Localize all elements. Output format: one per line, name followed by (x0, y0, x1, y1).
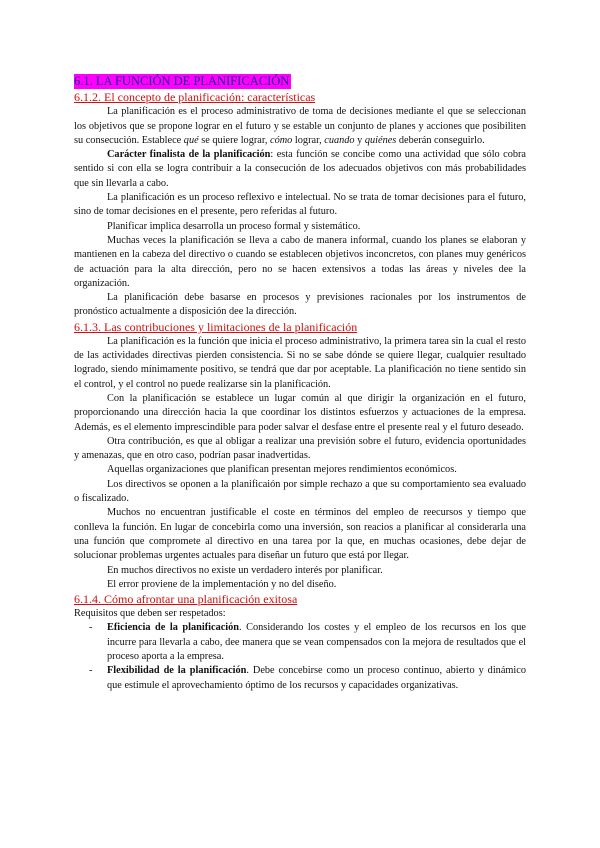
document-body (74, 74, 526, 693)
paragraph: La planificación es la función que inicia el proceso administrativo, la primera tarea sin la cual el resto de las actividades directivas pierden consistencia. Si no se sabe dónde se quiere llegar, cualquier resultado logrado, siendo mínimamente positivo, se tendrá que dar por aceptable. La planificación no tiene sentido sin el control, y el control no puede realizarse sin la planificación. (74, 335, 526, 390)
list-dash: - (89, 622, 93, 634)
subheading-6-1-4: 6.1.4. Cómo afrontar una planificación exitosa (74, 592, 298, 607)
requirements-list (74, 621, 526, 692)
list-item: - Eficiencia de la planificación. Considerando los costes y el empleo de los recursos en los que incurre para llevarla a cabo, dee manera que se vean compensados con la mejora de resultados que el proceso aporta a la empresa. (89, 622, 526, 662)
list-item: - Flexibilidad de la planificación. Debe concebirse como un proceso continuo, abierto y dinámico que estimule el aprovechamiento óptimo de los recursos y capacidades organizativas. (89, 665, 526, 691)
paragraph: Muchos no encuentran justificable el coste en términos del empleo de reecursos y tiempo que conlleva la función. En lugar de concebirla como una inversión, son reacios a planificar al considerarla una una función que compromete al directivo en una tarea por la que, en muchas ocasiones, debe dejar de solucionar problemas urgentes actuales para diseñar un futuro que está por llegar. (74, 507, 526, 562)
paragraph: Aquellas organizaciones que planifican presentan mejores rendimientos económicos. (107, 464, 457, 476)
paragraph: Los directivos se oponen a la planificaión por simple rechazo a que su comportamiento sea evaluado o fiscalizado. (74, 478, 526, 505)
paragraph: La planificación es un proceso reflexivo e intelectual. No se trata de tomar decisiones para el futuro, sino de tomar decisiones en el presente, pero referidas al futuro. (74, 192, 526, 218)
paragraph: Muchas veces la planificación se lleva a cabo de manera informal, cuando los planes se elaboran y mantienen en la cabeza del directivo o cuando se establecen objetivos inconcretos, con planes muy genéricos de actuación para la alta dirección, pero no se hacen extensivos a todas las áreas y niveles dee la organización. (74, 234, 526, 289)
paragraph: Con la planificación se establece un lugar común al que dirigir la organización en el futuro, proporcionando una dirección hacia la que coordinar los distintos esfuerzos y actuaciones de la empresa. Además, es el elemento imprescindible para poder salvar el desfase entre el presente real y el futuro deseado. (74, 392, 526, 433)
paragraph: La planificación es el proceso administrativo de toma de decisiones mediante el que se seleccionan los objetivos que se propone lograr en el futuro y se estable un conjunto de planes y acciones que posibiliten su consecución. Establece qué se quiere lograr, cómo lograr, cuando y quiénes deberán conseguirlo. (74, 106, 526, 146)
subheading-6-1-3: 6.1.3. Las contribuciones y limitaciones de la planificación (74, 319, 358, 334)
section-heading: 6.1. LA FUNCIÓN DE PLANIFICACIÓN (74, 74, 290, 88)
paragraph: En muchos directivos no existe un verdadero interés por planificar. (107, 564, 383, 576)
list-dash: - (89, 665, 93, 677)
subheading-6-1-2: 6.1.2. El concepto de planificación: características (74, 90, 316, 105)
paragraph: Otra contribución, es que al obligar a realizar una previsión sobre el futuro, evidencia oportunidades y amenazas, que en otro caso, podrían pasar inadvertidas. (74, 435, 526, 462)
paragraph: El error proviene de la implementación y no del diseño. (107, 578, 337, 590)
paragraph: Planificar implica desarrolla un proceso formal y sistemático. (107, 220, 361, 232)
requirements-intro: Requisitos que deben ser respetados: (74, 608, 226, 620)
paragraph: Carácter finalista de la planificación: esta función se concibe como una actividad que sólo cobra sentido si con ella se logra contribuir a la consecución de los adecuados objetivos con más probabilidades que sin llevarla a cabo. (74, 149, 527, 189)
paragraph: La planificación debe basarse en procesos y previsiones racionales por los instrumentos de pronóstico actualmente a disposición dee la dirección. (74, 292, 526, 318)
